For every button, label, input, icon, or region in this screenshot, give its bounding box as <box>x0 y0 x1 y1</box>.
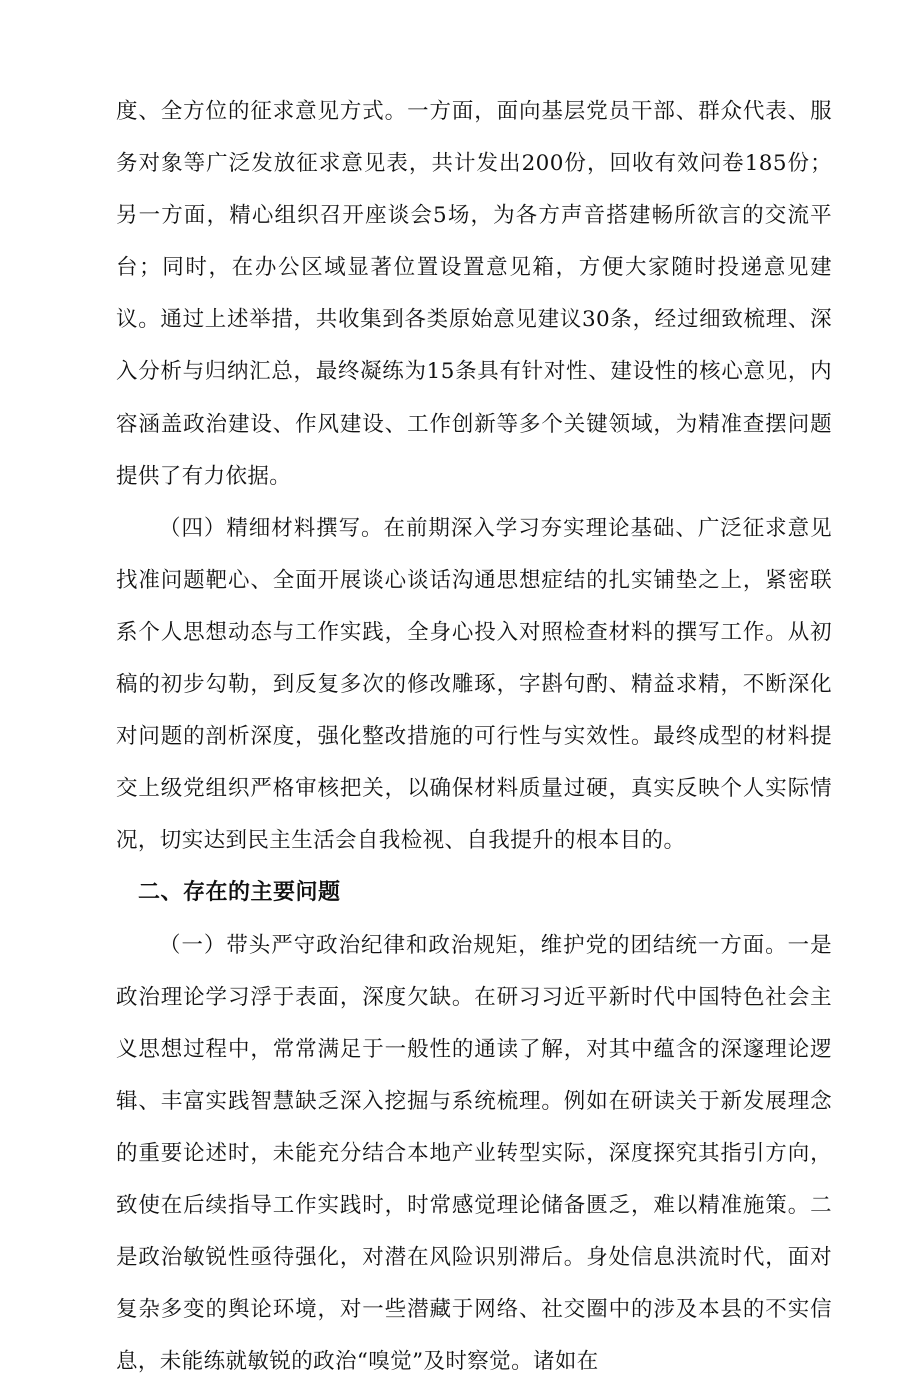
section-heading: 二、存在的主要问题 <box>116 867 832 919</box>
paragraph-political-discipline: （一）带头严守政治纪律和政治规矩，维护党的团结统一方面。一是政治理论学习浮于表面，深度欠缺。在研习习近平新时代中国特色社会主义思想过程中，常常满足于一般性的通读了解，对其中蕴含的深邃理论逻辑、丰富实践智慧缺乏深入挖掘与系统梳理。例如在研读关于新发展理念的重要论述时，未能充分结合本地产业转型实际，深度探究其指引方向，致使在后续指导工作实践时，时常感觉理论储备匮乏，难以精准施策。二是政治敏锐性亟待强化，对潜在风险识别滞后。身处信息洪流时代，面对复杂多变的舆论环境，对一些潜藏于网络、社交圈中的涉及本县的不实信息，未能练就敏锐的政治“嗅觉”及时察觉。诸如在 <box>116 920 832 1388</box>
paragraph-material-writing: （四）精细材料撰写。在前期深入学习夯实理论基础、广泛征求意见找准问题靶心、全面开展谈心谈话沟通思想症结的扎实铺垫之上，紧密联系个人思想动态与工作实践，全身心投入对照检查材料的撰写工作。从初稿的初步勾勒，到反复多次的修改雕琢，字斟句酌、精益求精，不断深化对问题的剖析深度，强化整改措施的可行性与实效性。最终成型的材料提交上级党组织严格审核把关，以确保材料质量过硬，真实反映个人实际情况，切实达到民主生活会自我检视、自我提升的根本目的。 <box>116 503 832 868</box>
paragraph-opinion-collection: 度、全方位的征求意见方式。一方面，面向基层党员干部、群众代表、服务对象等广泛发放征求意见表，共计发出200份，回收有效问卷185份；另一方面，精心组织召开座谈会5场，为各方声音搭建畅所欲言的交流平台；同时，在办公区域显著位置设置意见箱，方便大家随时投递意见建议。通过上述举措，共收集到各类原始意见建议30条，经过细致梳理、深入分析与归纳汇总，最终凝练为15条具有针对性、建设性的核心意见，内容涵盖政治建设、作风建设、工作创新等多个关键领域，为精准查摆问题提供了有力依据。 <box>116 86 832 503</box>
document-page <box>116 86 832 1388</box>
